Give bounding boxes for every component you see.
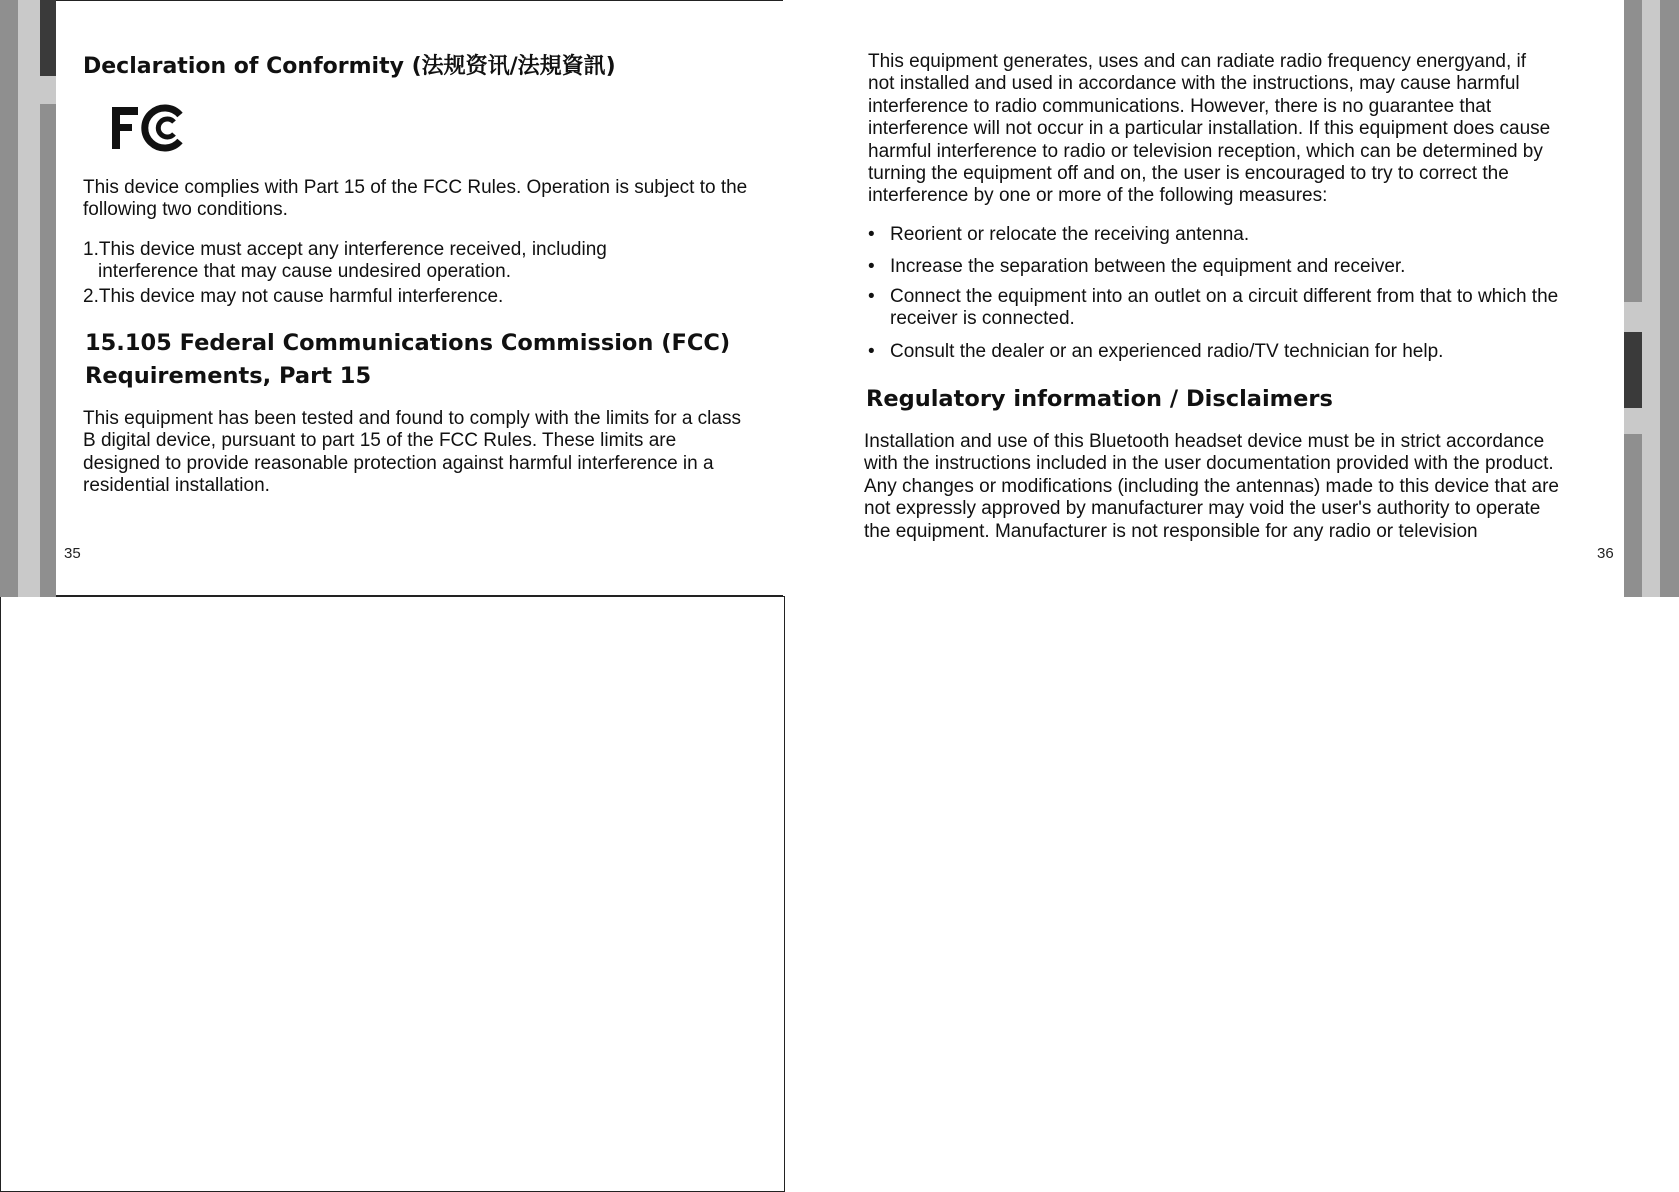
paragraph-line: interference by one or more of the following measures: [868,185,1328,207]
left-edge-inner [18,0,40,597]
paragraph-line: the equipment. Manufacturer is not responsible for any radio or television [864,520,1478,542]
compliance-text-line: This device complies with Part 15 of the FCC Rules. Operation is subject to the [83,177,748,198]
paragraph-line: not installed and used in accordance with the instructions, may cause harmful [868,73,1520,95]
condition-list [83,239,607,308]
condition-2: 2.This device may not cause harmful interference. [83,285,504,307]
paragraph-line: turning the equipment off and on, the user is encouraged to try to correct the [868,163,1509,185]
paragraph-line: interference to radio communications. However, there is no guarantee that [868,95,1492,117]
left-edge-tab-dark [40,0,56,76]
regulatory-heading: Regulatory information / Disclaimers [866,386,1333,412]
fcc-requirements-heading [85,327,730,393]
paragraph-line: interference will not occur in a particular installation. If this equipment does cause [868,118,1551,140]
list-item-text: receiver is connected. [890,308,1075,329]
left-edge-tab-light [40,76,56,104]
heading-line: 15.105 Federal Communications Commission (FCC) [85,330,731,356]
paragraph-line: not expressly approved by manufacturer may void the user's authority to operate [864,498,1541,520]
list-item-text: Reorient or relocate the receiving antenna. [890,224,1250,245]
right-edge-tab-light-top [1624,302,1642,332]
condition-1: 1.This device must accept any interference received, including [83,239,607,260]
paragraph-line: residential installation. [83,475,270,497]
page-number-left: 35 [64,545,81,562]
bullet-icon: • [868,224,875,245]
list-item-text: Increase the separation between the equipment and receiver. [890,256,1406,277]
bullet-icon: • [868,256,875,277]
list-item-text: Connect the equipment into an outlet on a circuit different from that to which the [890,286,1559,307]
compliance-text [83,177,747,222]
compliance-text-line: following two conditions. [83,199,288,221]
declaration-title: Declaration of Conformity (法规资讯/法規資訊) [83,54,616,79]
right-edge-tab-light-bottom [1624,408,1642,434]
fcc-requirements-text [83,408,741,498]
paragraph-line: Installation and use of this Bluetooth headset device must be in strict accordance [864,431,1545,452]
list-item-text: Consult the dealer or an experienced radio/TV technician for help. [890,341,1444,362]
paragraph-line: This equipment has been tested and found to comply with the limits for a class [83,408,741,429]
right-page-frame [0,596,785,1192]
paragraph-line: designed to provide reasonable protection against harmful interference in a [83,452,714,474]
heading-line: Requirements, Part 15 [85,363,372,389]
fcc-logo-icon [110,103,190,153]
regulatory-text [864,431,1559,543]
paragraph-line: This equipment generates, uses and can radiate radio frequency energyand, if [868,51,1527,72]
paragraph-line: Any changes or modifications (including the antennas) made to this device that are [864,475,1559,497]
paragraph-line: harmful interference to radio or television reception, which can be determined by [868,140,1543,162]
measures-list [868,224,1608,364]
right-edge-inner [1642,0,1660,597]
condition-1-continued: interference that may cause undesired operation. [98,261,511,283]
bullet-icon: • [868,341,875,362]
right-edge-tab-dark [1624,332,1642,408]
interference-intro [868,51,1550,208]
paragraph-line: B digital device, pursuant to part 15 of the FCC Rules. These limits are [83,430,677,452]
bullet-icon: • [868,286,875,307]
fcc-logo [110,103,190,153]
paragraph-line: with the instructions included in the user documentation provided with the product. [864,453,1554,475]
page-number-right: 36 [1597,545,1614,562]
